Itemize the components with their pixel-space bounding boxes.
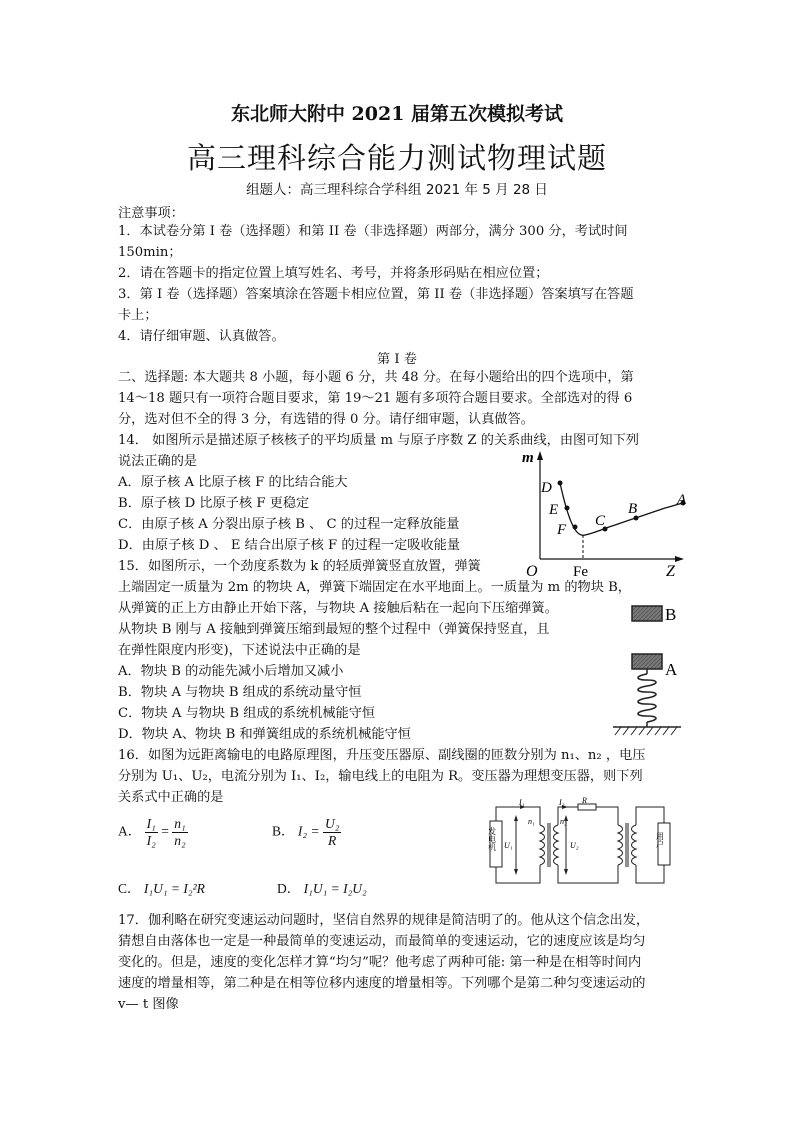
transmission-circuit: [486, 797, 688, 889]
notes-line: 1．本试卷分第 I 卷（选择题）和第 II 卷（非选择题）两部分，满分 300 分，考试时间: [118, 224, 628, 239]
q15-option-d: D．物块 A、物块 B 和弹簧组成的系统机械能守恒: [118, 727, 411, 742]
exam-title: 东北师大附中 2021 届第五次模拟考试: [230, 103, 564, 125]
x-axis-arrow: [675, 556, 684, 562]
q15-stem: 从弹簧的正上方由静止开始下落，与物块 A 接触后粘在一起向下压缩弹簧。: [118, 601, 558, 616]
q15-option-b: B．物块 A 与物块 B 组成的系统动量守恒: [118, 685, 362, 700]
spring-figure: [605, 598, 687, 742]
q14-option-c: C．由原子核 A 分裂出原子核 B 、 C 的过程一定释放能量: [118, 517, 460, 532]
u2-label: U₂: [570, 841, 579, 850]
point-f-label: F: [557, 522, 567, 538]
generator-label: 发电机: [487, 827, 497, 851]
secondary-coil: [554, 825, 559, 865]
section-instruction: 14～18 题只有一项符合题目要求，第 19～21 题有多项符合题目要求。全部选对的得 6: [118, 391, 633, 406]
point-d: [558, 481, 563, 486]
fraction: $\frac{\text{U₂}}{R}$: [324, 816, 340, 848]
notes-line: 2．请在答题卡的指定位置上填写姓名、考号，并将条形码贴在相应位置；: [118, 266, 549, 281]
notes-heading: 注意事项：: [118, 206, 184, 221]
x-axis-label: Z: [666, 563, 675, 580]
q15-stem: 15．如图所示，一个劲度系数为 k 的轻质弹簧竖直放置，弹簧: [118, 559, 481, 574]
i2-label: I₂: [559, 798, 565, 807]
q16-option-b: B． I₂ = $\frac{\text{U₂}}{R}$: [272, 816, 340, 848]
block-a: [632, 654, 662, 669]
point-e-label: E: [549, 502, 559, 518]
q14-stem: 14． 如图所示是描述原子核核子的平均质量 m 与原子序数 Z 的关系曲线，由图可知下列: [118, 433, 639, 448]
notes-line: 卡上；: [118, 308, 158, 323]
curve: [560, 483, 683, 535]
q15-option-a: A．物块 B 的动能先减小后增加又减小: [118, 664, 344, 679]
origin-label: O: [526, 563, 538, 580]
q17-text: 变化的。但是，速度的变化怎样才算“均匀”呢？他考虑了两种可能: 第一种是在相等时间内: [118, 955, 642, 970]
fraction: $\frac{\text{I₁}}{\text{I₂}}$: [146, 816, 156, 848]
point-e: [565, 506, 570, 511]
notes-line: 3．第 I 卷（选择题）答案填涂在答题卡相应位置，第 II 卷（非选择题）答案填写在答题: [118, 287, 634, 302]
y-axis-label: m: [522, 450, 534, 466]
notes-line: 4．请仔细审题、认真做答。: [118, 329, 285, 344]
point-f: [573, 525, 578, 530]
q15-stem: 上端固定一质量为 2m 的物块 A，弹簧下端固定在水平地面上。一质量为 m 的物块 B，: [118, 580, 631, 595]
point-b-label: B: [628, 501, 638, 517]
fraction: $\frac{\text{n₁}}{\text{n₂}}$: [174, 816, 186, 848]
i1-label: I₁: [519, 798, 525, 807]
q17-text: 速度的增量相等，第二种是在相等位移内速度的增量相等。下列哪个是第二种匀变速运动的: [118, 976, 646, 991]
q17-text: v— t 图像: [118, 997, 179, 1012]
n1-label: n₁: [528, 817, 535, 826]
q14-stem: 说法正确的是: [118, 454, 198, 469]
fe-label: Fe: [573, 564, 588, 580]
q16-stem: 分别为 U₁、U₂，电流分别为 I₁、I₂，输电线上的电阻为 R。变压器为理想变压器，则下列: [118, 769, 643, 784]
point-c-label: C: [595, 513, 606, 529]
resistor: [578, 804, 596, 810]
point-d-label: D: [541, 480, 552, 496]
block-a-label: A: [665, 660, 678, 679]
q16-option-d: D． I₁U₁ = I₂U₂: [277, 881, 367, 896]
q16-option-c: C． I₁U₁ = I₂²R: [118, 881, 205, 896]
q14-option-d: D．由原子核 D 、 E 结合出原子核 F 的过程一定吸收能量: [118, 538, 461, 553]
binding-mass-graph: [515, 446, 690, 580]
q15-stem: 在弹性限度内形变)，下述说法中正确的是: [118, 643, 361, 658]
paper-title: 高三理科综合能力测试物理试题: [186, 141, 607, 175]
section-instruction: 分，选对但不全的得 3 分，有选错的得 0 分。请仔细审题，认真做答。: [118, 412, 534, 427]
q16-stem: 关系式中正确的是: [118, 790, 224, 805]
q14-option-b: B．原子核 D 比原子核 F 更稳定: [118, 496, 310, 511]
section-instruction: 二、选择题: 本大题共 8 小题，每小题 6 分，共 48 分。在每小题给出的四个选项中，第: [118, 370, 634, 385]
organizer-line: 组题人：高三理科综合学科组 2021 年 5 月 28 日: [246, 182, 548, 198]
notes-line: 150min；: [118, 245, 182, 260]
q17-text: 17．伽利略在研究变速运动问题时，坚信自然界的规律是简洁明了的。他从这个信念出发，: [118, 913, 650, 928]
u1-label: U₁: [504, 841, 513, 850]
q16-stem: 16．如图为远距离输电的电路原理图，升压变压器原、副线圈的匝数分别为 n₁、n₂ ，电压: [118, 748, 646, 763]
q17-text: 猜想自由落体也一定是一种最简单的变速运动，而最简单的变速运动，它的速度应该是均匀: [118, 934, 646, 949]
spring: [638, 674, 656, 722]
y-axis-arrow: [537, 451, 543, 460]
block-b: [632, 606, 662, 621]
block-b-label: B: [665, 605, 677, 624]
n2-label: n₂: [560, 817, 567, 826]
point-a-label: A: [677, 492, 687, 508]
q14-option-a: A．原子核 A 比原子核 F 的比结合能大: [118, 475, 348, 490]
primary-coil: [540, 825, 545, 865]
r-label: R: [582, 797, 587, 805]
ground-hatch: [615, 727, 677, 735]
q16-option-a: A． $\frac{\text{I₁}}{\text{I₂}}$ = $\frac{\text{n₁}}{\text{n₂}}$: [118, 816, 186, 848]
q15-option-c: C．物块 A 与物块 B 组成的系统机械能守恒: [118, 706, 376, 721]
q15-stem: 从物块 B 刚与 A 接触到弹簧压缩到最短的整个过程中（弹簧保持竖直，且: [118, 622, 550, 637]
section-heading: 第 I 卷: [377, 352, 417, 367]
user-label: 用户: [655, 832, 665, 848]
